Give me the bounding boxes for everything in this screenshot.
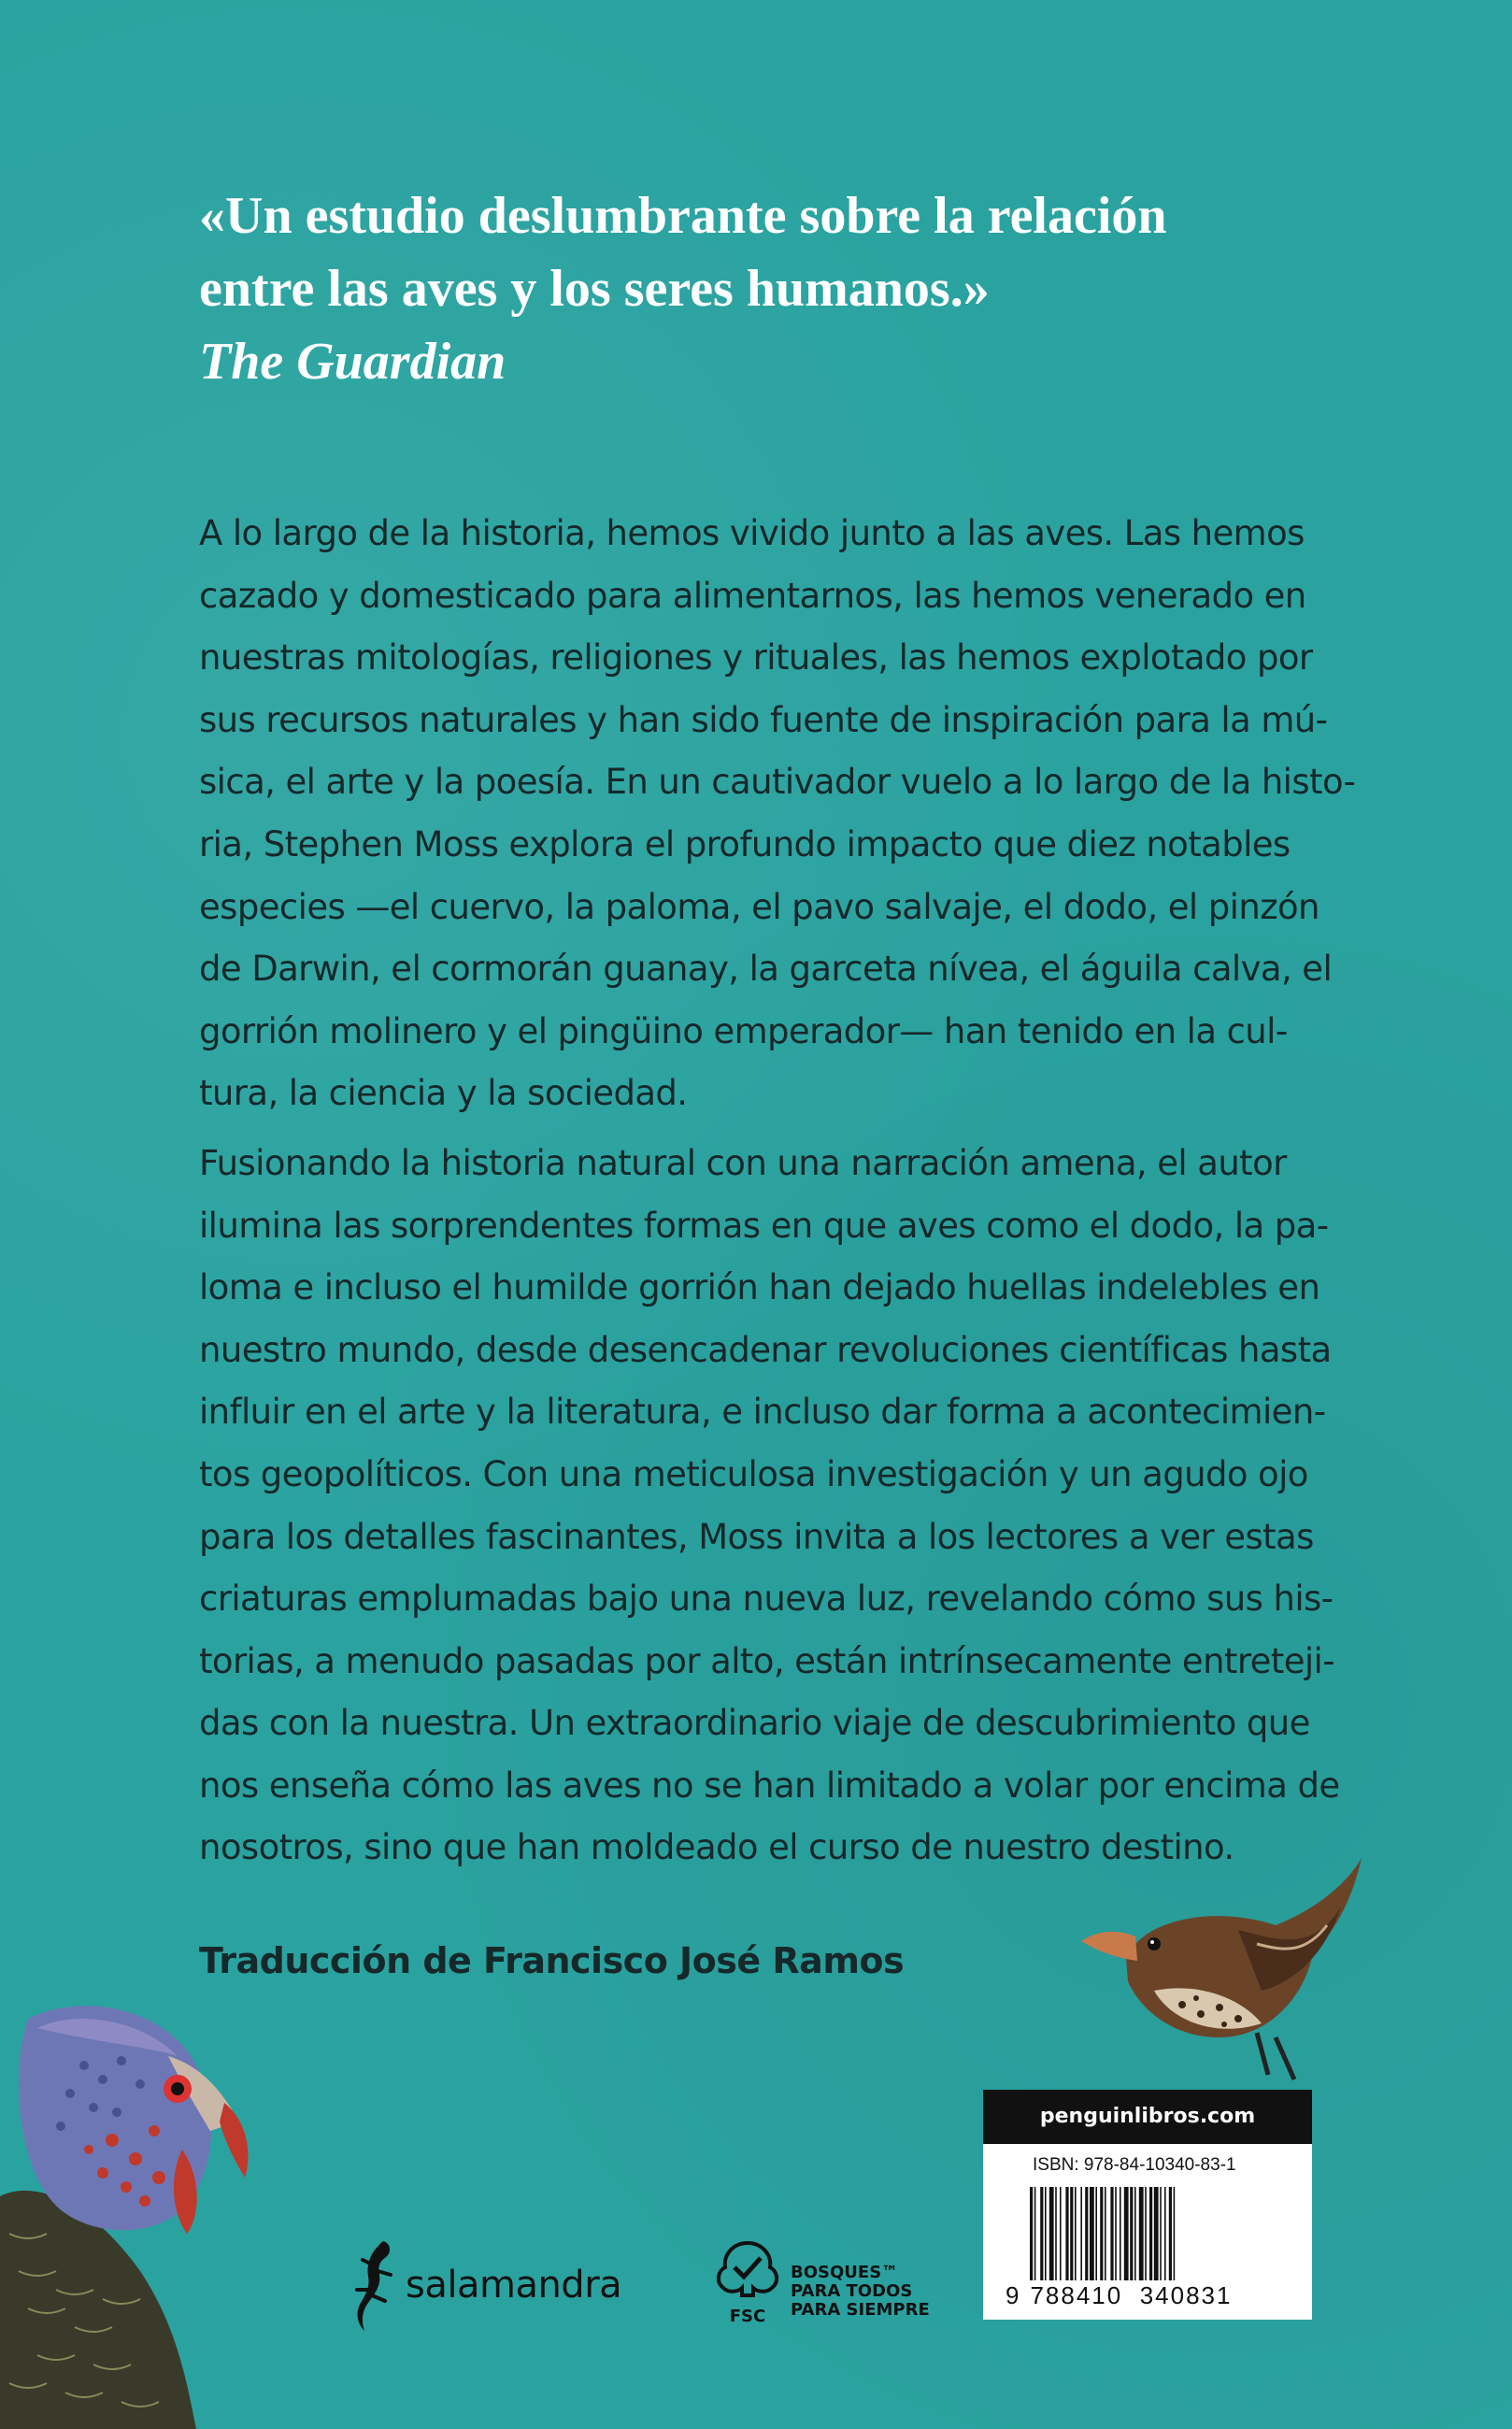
text-line: para los detalles fascinantes, Moss invita a los lectores a ver estas xyxy=(199,1516,1314,1557)
barcode-bar xyxy=(1105,2187,1106,2280)
text-line: especies —el cuervo, la paloma, el pavo salvaje, el dodo, el pinzón xyxy=(199,886,1319,927)
barcode-bar xyxy=(1164,2187,1166,2280)
barcode-bar xyxy=(1174,2187,1176,2280)
synopsis xyxy=(199,503,1356,1879)
text-line: Fusionando la historia natural con una narración amena, el autor xyxy=(199,1142,1287,1183)
quote-line: entre las aves y los seres humanos.» xyxy=(199,260,990,318)
barcode-bar xyxy=(1049,2187,1054,2280)
fsc-mark: FSC xyxy=(729,2307,766,2326)
quote-source: The Guardian xyxy=(199,333,506,391)
text-line: A lo largo de la historia, hemos vivido junto a las aves. Las hemos xyxy=(199,513,1305,553)
barcode-bar xyxy=(1169,2187,1172,2280)
text-line: das con la nuestra. Un extraordinario viaje de descubrimiento que xyxy=(199,1703,1310,1744)
publisher-logo xyxy=(336,2234,621,2336)
barcode-bar xyxy=(1040,2187,1043,2280)
text-line: sica, el arte y la poesía. En un cautivador vuelo a lo largo de la histo- xyxy=(199,762,1356,803)
barcode-bar xyxy=(1154,2187,1159,2280)
barcode-bar xyxy=(1080,2187,1082,2280)
translator-credit: Traducción de Francisco José Ramos xyxy=(199,1940,905,1981)
barcode-bar xyxy=(1149,2187,1152,2280)
publisher-name: salamandra xyxy=(406,2264,622,2307)
text-line: sus recursos naturales y han sido fuente de inspiración para la mú- xyxy=(199,699,1328,740)
text-line: influir en el arte y la literatura, e incluso dar forma a acontecimien- xyxy=(199,1392,1326,1433)
text-line: de Darwin, el cormorán guanay, la garceta nívea, el águila calva, el xyxy=(199,949,1333,990)
isbn-label: ISBN: 978-84-10340-83-1 xyxy=(1033,2155,1236,2175)
barcode-digits xyxy=(1006,2281,1305,2310)
publisher-url: penguinlibros.com xyxy=(983,2090,1312,2144)
text-line: nuestras mitologías, religiones y rituales, las hemos explotado por xyxy=(199,637,1313,679)
barcode-bar xyxy=(1030,2187,1033,2280)
barcode-bar xyxy=(1095,2187,1097,2280)
barcode-bar xyxy=(1034,2187,1036,2280)
barcode-bar xyxy=(1130,2187,1133,2280)
fsc-line: PARA TODOS xyxy=(791,2281,913,2301)
text-line: gorrión molinero y el pingüino emperador— han tenido en la cul- xyxy=(199,1010,1288,1051)
fsc-line: PARA SIEMPRE xyxy=(791,2300,930,2320)
barcode-bar xyxy=(1100,2187,1103,2280)
barcode-bar xyxy=(1060,2187,1062,2280)
barcode-bar xyxy=(1065,2187,1068,2280)
text-line: loma e incluso el humilde gorrión han dejado huellas indelebles en xyxy=(199,1267,1320,1308)
turkey-illustration xyxy=(0,1991,280,2429)
barcode-bar xyxy=(1055,2187,1057,2280)
fsc-logo xyxy=(710,2236,930,2329)
text-line: nos enseña cómo las aves no se han limitado a volar por encima de xyxy=(199,1765,1340,1806)
text-line: cazado y domesticado para alimentarnos, las hemos venerado en xyxy=(199,575,1306,616)
text-line: ria, Stephen Moss explora el profundo impacto que diez notables xyxy=(199,823,1291,864)
text-line: nosotros, sino que han moldeado el curso de nuestro destino. xyxy=(199,1827,1234,1868)
barcode-bar xyxy=(1160,2187,1162,2280)
press-quote xyxy=(199,179,1367,398)
barcode-bar xyxy=(1139,2187,1144,2280)
barcode-bar xyxy=(1070,2187,1073,2280)
text-line: torias, a menudo pasadas por alto, están intrínsecamente entreteji- xyxy=(199,1640,1334,1681)
text-line: tos geopolíticos. Con una meticulosa investigación y un agudo ojo xyxy=(199,1453,1308,1494)
finch-illustration xyxy=(1061,1850,1369,2084)
barcode-bar xyxy=(1120,2187,1121,2280)
salamander-icon xyxy=(336,2234,402,2336)
text-line: criaturas emplumadas bajo una nueva luz, revelando cómo sus his- xyxy=(199,1579,1334,1620)
barcode-bar xyxy=(1145,2187,1147,2280)
barcode-bar xyxy=(1110,2187,1113,2280)
barcode-bar xyxy=(1075,2187,1077,2280)
text-line: ilumina las sorprendentes formas en que aves como el dodo, la pa- xyxy=(199,1205,1329,1246)
synopsis-paragraph-1 xyxy=(199,503,1356,1125)
barcode-bar xyxy=(1090,2187,1094,2280)
tree-checkmark-icon xyxy=(710,2236,785,2329)
text-line: nuestro mundo, desde desencadenar revoluciones científicas hasta xyxy=(199,1329,1332,1370)
barcode-bar xyxy=(1134,2187,1136,2280)
barcode-panel xyxy=(983,2090,1312,2320)
barcode-bar xyxy=(1124,2187,1129,2280)
barcode-bar xyxy=(1115,2187,1117,2280)
barcode-bars xyxy=(1030,2187,1301,2280)
synopsis-paragraph-2 xyxy=(199,1133,1340,1879)
quote-line: «Un estudio deslumbrante sobre la relación xyxy=(199,187,1167,245)
barcode-group: 788410 xyxy=(1030,2281,1123,2309)
fsc-line: BOSQUES™ xyxy=(791,2263,899,2282)
barcode-bar xyxy=(1085,2187,1088,2280)
barcode-group: 340831 xyxy=(1139,2281,1233,2309)
barcode-lead-digit: 9 xyxy=(1006,2281,1021,2309)
text-line: tura, la ciencia y la sociedad. xyxy=(199,1073,688,1114)
barcode-bar xyxy=(1045,2187,1047,2280)
